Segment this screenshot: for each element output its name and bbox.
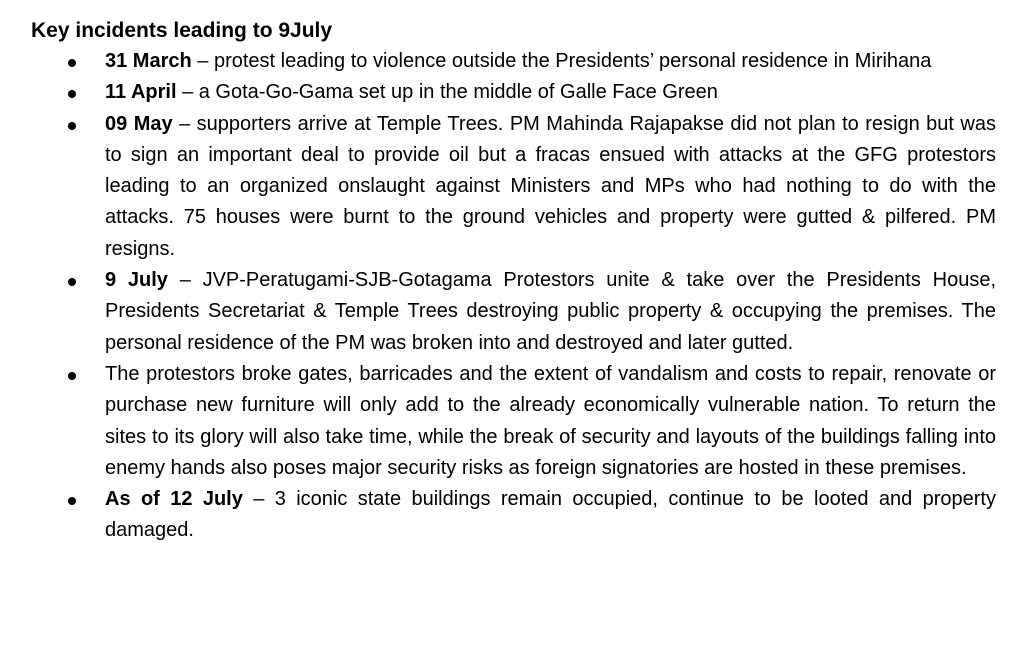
- incident-text: – supporters arrive at Temple Trees. PM Mahinda Rajapakse did not plan to resign but was to sign an important deal to provide oil but a fracas ensued with attacks at the GFG protestors leading to an organized onslaught against Ministers and MPs who had nothing to do with the attacks. 75 houses were burnt to the ground vehicles and property were gutted & pilfered. PM resigns.: [105, 112, 996, 260]
- document: [31, 15, 996, 547]
- incident-text: The protestors broke gates, barricades and the extent of vandalism and costs to repair, renovate or purchase new furniture will only add to the already economically vulnerable nation. To return the sites to its glory will also take time, while the break of security and layouts of the buildings falling into enemy hands also poses major security risks as foreign signatories are hosted in these premises.: [105, 362, 996, 479]
- incident-text: – 3 iconic state buildings remain occupied, continue to be looted and property damaged.: [105, 488, 996, 542]
- incident-text: – JVP-Peratugami-SJB-Gotagama Protestors unite & take over the Presidents House, Presidents Secretariat & Temple Trees destroying public property & occupying the premises. The personal residence of the PM was broken into and destroyed and later gutted.: [105, 269, 996, 354]
- bullet-icon: [68, 59, 76, 67]
- bullet-icon: [68, 278, 76, 286]
- incident-list: [31, 46, 996, 547]
- list-item: [31, 109, 996, 265]
- document-heading: Key incidents leading to 9July: [31, 19, 333, 42]
- list-item: [31, 46, 996, 77]
- incident-date: 9 July: [105, 269, 168, 292]
- incident-text: – protest leading to violence outside the Presidents’ personal residence in Mirihana: [191, 50, 932, 72]
- bullet-icon: [68, 372, 76, 380]
- incident-date: As of 12 July: [105, 488, 243, 511]
- bullet-icon: [68, 497, 76, 505]
- incident-date: 11 April: [105, 81, 177, 104]
- incident-text: – a Gota-Go-Gama set up in the middle of Galle Face Green: [176, 81, 718, 104]
- incident-date: 09 May: [105, 112, 173, 135]
- bullet-icon: [68, 122, 76, 130]
- bullet-icon: [68, 90, 76, 98]
- list-item: [31, 265, 996, 359]
- incident-date: 31 March: [105, 50, 192, 72]
- list-item: [31, 359, 996, 484]
- list-item: [31, 484, 996, 547]
- list-item: [31, 77, 996, 108]
